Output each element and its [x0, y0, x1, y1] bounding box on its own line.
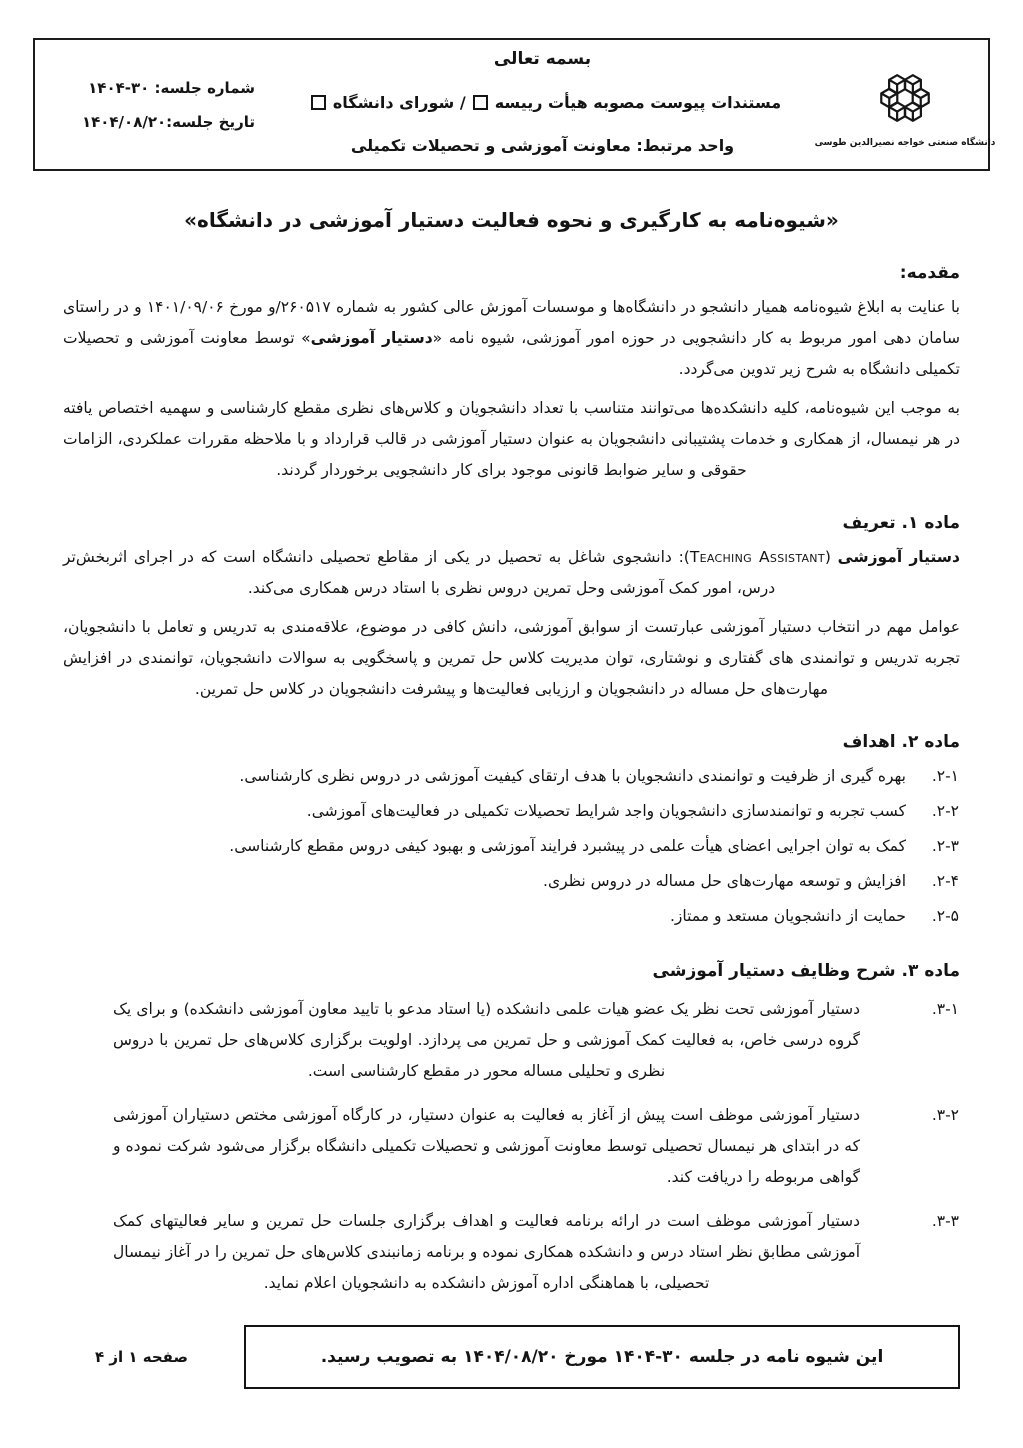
item-text: حمایت از دانشجویان مستعد و ممتاز.	[670, 907, 906, 925]
item-number: .۲-۲	[931, 802, 959, 820]
item-text: افزایش و توسعه مهارت‌های حل مساله در دروس نظری.	[543, 872, 906, 890]
definition-paren-close: ):	[671, 548, 690, 566]
related-unit: واحد مرتبط: معاونت آموزشی و تحصیلات تکمیلی	[350, 136, 735, 155]
document-body	[63, 263, 960, 1389]
goals-list	[63, 761, 960, 932]
intro-p1-pre: با عنایت به ابلاغ شیوه‌نامه همیار دانشجو در دانشگاه‌ها و موسسات آموزش عالی کشور به شماره ۲۶۰۵۱۷/و مورخ ۱۴۰۱/۰۹/۰۶ و در راستای سامان دهی امور مربوط به کار دانشجویی در حوزه امور آموزشی، شیوه نامه «	[63, 298, 960, 347]
definition-paren-open: (	[824, 548, 838, 566]
intro-p1-post: » توسط معاونت آموزشی و تحصیلات تکمیلی دانشگاه به شرح زیر تدوین می‌گردد.	[63, 329, 960, 378]
item-text: کمک به توان اجرایی اعضای هیأت علمی در پیشبرد فرایند آموزشی و بهبود کیفی دروس مقطع کارشناسی.	[229, 837, 906, 855]
item-number: .۳-۳	[931, 1212, 959, 1230]
item-text: دستیار آموزشی موظف است پیش از آغاز به فعالیت به عنوان دستیار، در کارگاه آموزشی مختص دستیاران آموزشی که در ابتدای هر نیمسال تحصیلی توسط معاونت آموزشی و تحصیلات تکمیلی دانشگاه برگزار می‌شود شرکت نموده و گواهی مربوطه را دریافت کند.	[113, 1106, 860, 1186]
duties-list	[63, 994, 960, 1299]
list-item	[63, 901, 960, 932]
definition-term: دستیار آموزشی	[837, 548, 960, 566]
list-item	[63, 866, 960, 897]
intro-heading: مقدمه:	[899, 263, 960, 283]
list-item	[63, 1206, 960, 1299]
item-text: کسب تجربه و توانمندسازی دانشجویان واجد شرایط تحصیلات تکمیلی در فعالیت‌های آموزشی.	[306, 802, 906, 820]
university-logo-icon	[868, 61, 942, 135]
list-item	[63, 1100, 960, 1193]
intro-p1-term: دستیار آموزشی	[310, 329, 433, 347]
item-number: .۲-۴	[931, 872, 959, 890]
item-number: .۲-۵	[931, 907, 959, 925]
page-number: صفحه ۱ از ۴	[95, 1348, 188, 1366]
article3-heading: ماده ۳. شرح وظایف دستیار آموزشی	[652, 961, 960, 981]
board-approval-checkbox	[473, 95, 488, 110]
definition-term-latin: Teaching Assistant	[689, 548, 825, 566]
intro-paragraph-2: به موجب این شیوه‌نامه، کلیه دانشکده‌ها می‌توانند متناسب با تعداد دانشجویان و کلاس‌های نظری مقطع کارشناسی و سهمیه اختصاص یافته در هر نیمسال، از همکاری و خدمات پشتیبانی دانشجویان به عنوان دستیار آموزشی در قالب قرارداد و با ملاحظه مقررات عملکردی، الزامات حقوقی و سایر ضوابط قانونی موجود برای کار دانشجویی برخوردار گردند.	[63, 399, 960, 479]
item-text: بهره گیری از ظرفیت و توانمندی دانشجویان با هدف ارتقای کیفیت آموزشی در دروس نظری کارشناسی.	[239, 767, 906, 785]
list-item	[63, 761, 960, 792]
article2-heading: ماده ۲. اهداف	[842, 732, 960, 752]
basmala: بسمه تعالی	[493, 49, 592, 69]
item-text: دستیار آموزشی موظف است در ارائه برنامه فعالیت و اهداف برگزاری جلسات حل تمرین و سایر فعالیتهای کمک آموزشی مطابق نظر استاد درس و دانشکده همکاری نموده و برنامه زمانبندی کلاس‌های حل تمرین را در آغاز نیمسال تحصیلی، با هماهنگی اداره آموزش دانشکده به دانشجویان اعلام نماید.	[113, 1212, 860, 1292]
list-item	[63, 994, 960, 1087]
header-center	[255, 46, 830, 163]
council-approval-checkbox	[311, 95, 326, 110]
list-item	[63, 831, 960, 862]
article1-heading: ماده ۱. تعریف	[842, 513, 960, 533]
article1-definition	[63, 542, 960, 604]
item-number: .۲-۳	[931, 837, 959, 855]
session-number: شماره جلسه: ۳۰-۱۴۰۴	[88, 78, 255, 97]
item-number: .۳-۲	[931, 1106, 959, 1124]
article1-paragraph-2: عوامل مهم در انتخاب دستیار آموزشی عبارتست از سوابق آموزشی، دانش کافی در موضوع، علاقه‌مندی به تدریس و تعامل با دانشجویان، تجربه تدریس و توانمندی های گفتاری و نوشتاری، توان مدیریت کلاس حل تمرین و پاسخگویی به سوالات دانشجویان، توانمندی در افزایش مهارت‌های حل مساله در دانشجویان و ارزیابی فعالیت‌ها و پیشرفت دانشجویان در کلاس حل تمرین.	[63, 618, 960, 698]
item-text: دستیار آموزشی تحت نظر یک عضو هیات علمی دانشکده (یا استاد مدعو با تایید معاون آموزشی دانشکده) و برای یک گروه درسی خاص، به فعالیت کمک آموزشی و حل تمرین می پردازد. اولویت برگزاری کلاس‌های حل تمرین با دروس نظری و تحلیلی مساله محور در مقطع کارشناسی است.	[113, 1000, 860, 1080]
intro-paragraph-1	[63, 292, 960, 385]
list-item	[63, 796, 960, 827]
approval-text: این شیوه نامه در جلسه ۳۰-۱۴۰۴ مورخ ۱۴۰۴/۰۸/۲۰ به تصویب رسید.	[320, 1347, 884, 1367]
approval-statement-box	[244, 1325, 960, 1389]
session-date: تاریخ جلسه:۱۴۰۴/۰۸/۲۰	[81, 112, 255, 131]
attachment-text-board: مستندات پیوست مصوبه هیأت رییسه	[494, 93, 782, 112]
university-logo-block	[814, 46, 996, 163]
item-number: .۳-۱	[931, 1000, 959, 1018]
attachment-line	[255, 93, 830, 112]
document-header	[33, 38, 996, 171]
university-name: دانشگاه صنعتی خواجه نصیرالدین طوسی	[814, 137, 996, 149]
session-info	[43, 46, 255, 163]
definition-text: دانشجوی شاغل به تحصیل در یکی از مقاطع تحصیلی دانشگاه است که در اجرای اثربخش‌تر درس، امور کمک آموزشی وحل تمرین دروس نظری با استاد درس همکاری می‌کند.	[63, 548, 776, 597]
document-title: «شیوه‌نامه به کارگیری و نحوه فعالیت دستیار آموزشی در دانشگاه»	[184, 208, 839, 232]
item-number: .۲-۱	[931, 767, 959, 785]
attachment-text-council: / شورای دانشگاه	[332, 93, 466, 112]
